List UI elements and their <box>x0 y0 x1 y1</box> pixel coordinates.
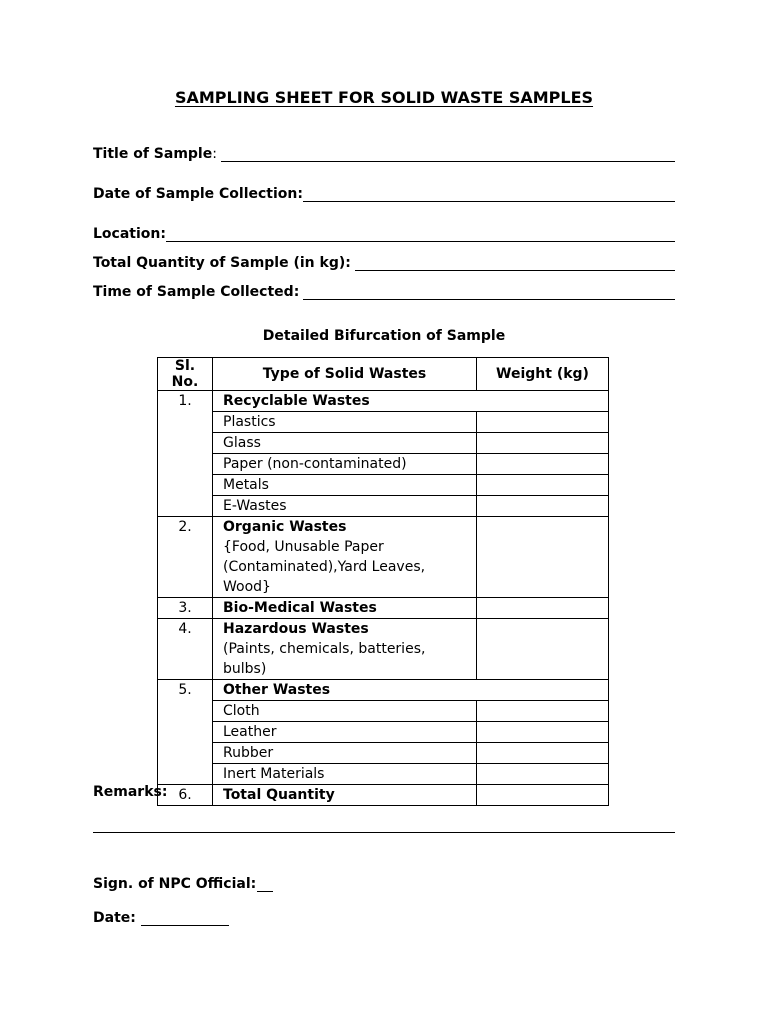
item-cell: Inert Materials <box>213 764 477 785</box>
table-row <box>158 391 609 412</box>
total-quantity-field <box>93 251 675 271</box>
item-cell: Leather <box>213 722 477 743</box>
table-row <box>158 680 609 701</box>
category-heading: Other Wastes <box>213 680 609 701</box>
category-cell <box>213 619 477 680</box>
item-cell: Cloth <box>213 701 477 722</box>
waste-table <box>157 357 609 806</box>
category-description: (Contaminated),Yard Leaves, Wood} <box>223 559 426 595</box>
table-row <box>158 433 609 454</box>
sl-no-cell: 5. <box>158 680 213 785</box>
item-cell: Rubber <box>213 743 477 764</box>
category-description: {Food, Unusable Paper <box>223 539 384 555</box>
table-row <box>158 701 609 722</box>
date-of-collection-input[interactable] <box>303 187 675 202</box>
title-of-sample-field <box>93 142 675 162</box>
item-cell: Paper (non-contaminated) <box>213 454 477 475</box>
weight-cell[interactable] <box>477 496 609 517</box>
category-heading: Hazardous Wastes <box>223 621 369 637</box>
sl-no-cell: 3. <box>158 598 213 619</box>
sl-no-cell: 6. <box>158 785 213 806</box>
table-row <box>158 764 609 785</box>
location-field <box>93 222 675 242</box>
location-input[interactable] <box>166 227 675 242</box>
date-field <box>93 906 229 926</box>
page-title: SAMPLING SHEET FOR SOLID WASTE SAMPLES <box>174 88 594 107</box>
title-of-sample-label: Title of Sample: <box>93 146 217 162</box>
title-of-sample-input[interactable] <box>221 147 675 162</box>
time-collected-field <box>93 280 675 300</box>
table-row <box>158 722 609 743</box>
category-heading: Total Quantity <box>213 785 477 806</box>
total-quantity-input[interactable] <box>355 256 675 271</box>
weight-cell[interactable] <box>477 412 609 433</box>
sign-field <box>93 872 273 892</box>
sign-input[interactable] <box>257 877 273 892</box>
total-quantity-label: Total Quantity of Sample (in kg): <box>93 255 351 271</box>
table-row <box>158 785 609 806</box>
weight-cell[interactable] <box>477 764 609 785</box>
item-cell: Glass <box>213 433 477 454</box>
table-row <box>158 743 609 764</box>
table-row <box>158 412 609 433</box>
header-type: Type of Solid Wastes <box>213 358 477 391</box>
remarks-label: Remarks: <box>93 784 168 800</box>
category-description: (Paints, chemicals, batteries, bulbs) <box>223 641 426 677</box>
weight-cell[interactable] <box>477 722 609 743</box>
table-row <box>158 475 609 496</box>
sl-no-cell: 1. <box>158 391 213 517</box>
weight-cell[interactable] <box>477 517 609 598</box>
item-cell: Plastics <box>213 412 477 433</box>
weight-cell[interactable] <box>477 433 609 454</box>
weight-cell[interactable] <box>477 475 609 496</box>
date-of-collection-label: Date of Sample Collection: <box>93 186 303 202</box>
item-cell: E-Wastes <box>213 496 477 517</box>
time-collected-input[interactable] <box>303 285 675 300</box>
table-row <box>158 598 609 619</box>
weight-cell[interactable] <box>477 785 609 806</box>
table-row <box>158 517 609 598</box>
table-row <box>158 454 609 475</box>
weight-cell[interactable] <box>477 743 609 764</box>
remarks-input[interactable] <box>93 832 675 833</box>
table-title: Detailed Bifurcation of Sample <box>262 328 506 344</box>
location-label: Location: <box>93 226 166 242</box>
date-of-collection-field <box>93 182 675 202</box>
item-cell: Metals <box>213 475 477 496</box>
date-label: Date: <box>93 910 136 926</box>
category-heading: Organic Wastes <box>223 519 347 535</box>
weight-cell[interactable] <box>477 454 609 475</box>
sl-no-cell: 4. <box>158 619 213 680</box>
header-weight: Weight (kg) <box>477 358 609 391</box>
weight-cell[interactable] <box>477 598 609 619</box>
header-sl-no: Sl. No. <box>158 358 213 391</box>
weight-cell[interactable] <box>477 701 609 722</box>
table-row <box>158 496 609 517</box>
sign-label: Sign. of NPC Official: <box>93 876 257 892</box>
table-row <box>158 619 609 680</box>
date-input[interactable] <box>141 911 229 926</box>
category-cell <box>213 517 477 598</box>
category-heading: Recyclable Wastes <box>213 391 609 412</box>
sl-no-cell: 2. <box>158 517 213 598</box>
table-header-row <box>158 358 609 391</box>
weight-cell[interactable] <box>477 619 609 680</box>
time-collected-label: Time of Sample Collected: <box>93 284 300 300</box>
category-heading: Bio-Medical Wastes <box>213 598 477 619</box>
